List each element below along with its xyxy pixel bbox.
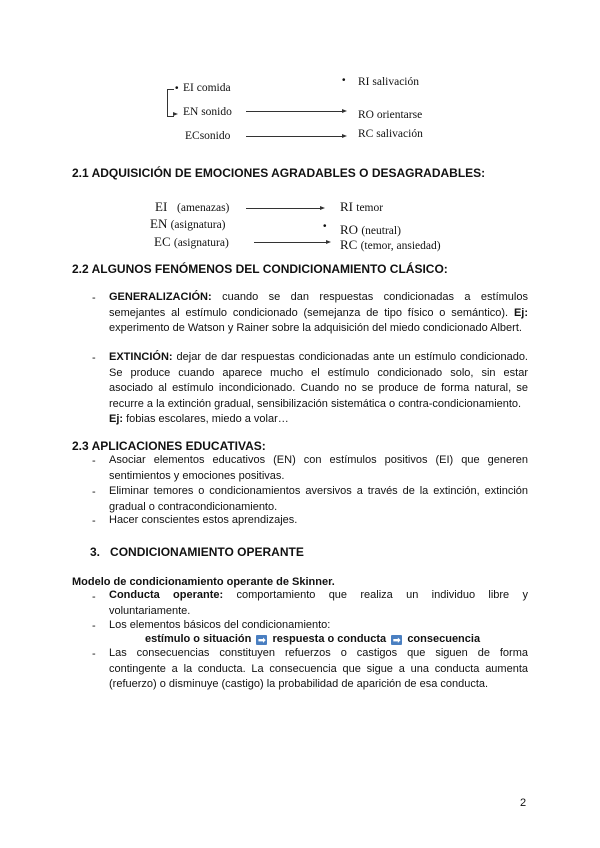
section-2-3-title: 2.3 APLICACIONES EDUCATIVAS: bbox=[72, 439, 266, 453]
extinction-paragraph: EXTINCIÓN: dejar de dar respuestas condicionadas ante un estímulo condicionado. Se produce cuando aparece mucho el estímulo condicionado solo, sin estar asociado al estímulo incondicionado. Cuando no se produce de forma natural, se recurre a la extinción gradual, sensibilización sistemática o contra-condicionamiento. Ej: fobias escolares, miedo a volar… bbox=[109, 351, 528, 425]
bracket-arrowhead bbox=[173, 112, 178, 116]
arrow-head bbox=[320, 206, 325, 210]
flow-stimulus: estímulo o situación bbox=[145, 633, 252, 645]
arrow-head bbox=[326, 240, 331, 244]
list-dash: - bbox=[92, 515, 96, 527]
list-dash: - bbox=[92, 292, 96, 304]
diagram2-ec: EC (asignatura) bbox=[154, 234, 229, 249]
arrow-head bbox=[342, 134, 347, 138]
flow-consequence: consecuencia bbox=[407, 633, 481, 645]
flow-response: respuesta o conducta bbox=[272, 633, 387, 645]
diagram-dot: • bbox=[175, 83, 179, 94]
list-dash: - bbox=[92, 591, 96, 603]
diagram2-rc: RC (temor, ansiedad) bbox=[340, 237, 441, 252]
list-dash: - bbox=[92, 648, 96, 660]
arrow-line bbox=[254, 242, 326, 243]
diagram1-rc: RC salivación bbox=[358, 128, 423, 140]
list-dash: - bbox=[92, 620, 96, 632]
list-dash: - bbox=[92, 486, 96, 498]
diagram-dot: • bbox=[323, 221, 327, 232]
applications-item-1: Asociar elementos educativos (EN) con estímulos positivos (EI) que generen sentimientos y emociones positivas. bbox=[109, 454, 528, 482]
section-2-1-title: 2.1 ADQUISICIÓN DE EMOCIONES AGRADABLES O DESAGRADABLES: bbox=[72, 166, 486, 180]
diagram1-ri: RI salivación bbox=[358, 76, 419, 88]
diagram2-ri: RI temor bbox=[340, 199, 384, 214]
arrow-head bbox=[342, 109, 347, 113]
arrow-line bbox=[246, 111, 342, 112]
arrow-line bbox=[246, 136, 342, 137]
section-3-title: 3. CONDICIONAMIENTO OPERANTE bbox=[90, 545, 304, 559]
diagram-dot: • bbox=[342, 75, 346, 86]
extinction-label: EXTINCIÓN: bbox=[109, 351, 173, 363]
applications-item-3: Hacer conscientes estos aprendizajes. bbox=[109, 514, 298, 526]
basic-elements-item: Los elementos básicos del condicionamiento: bbox=[109, 619, 331, 631]
list-dash: - bbox=[92, 455, 96, 467]
generalization-paragraph: GENERALIZACIÓN: cuando se dan respuestas condicionadas a estímulos semejantes al estímulo condicionado (semejanza de tipo físico o semántico). Ej: experimento de Watson y Rainer sobre la adquisición del miedo condicionado Albert. bbox=[109, 291, 528, 334]
diagram2-ei: EI (amenazas) bbox=[155, 199, 230, 214]
diagram2-ro: RO (neutral) bbox=[340, 222, 401, 237]
diagram1-en: EN sonido bbox=[183, 106, 232, 118]
diagram1-ec: ECsonido bbox=[185, 130, 231, 142]
right-arrow-icon: ➡ bbox=[392, 635, 401, 645]
diagram1-ro: RO orientarse bbox=[358, 109, 423, 121]
arrow-line bbox=[246, 208, 320, 209]
diagram2-en: EN (asignatura) bbox=[150, 216, 226, 231]
list-dash: - bbox=[92, 352, 96, 364]
section-2-2-title: 2.2 ALGUNOS FENÓMENOS DEL CONDICIONAMIENTO CLÁSICO: bbox=[72, 262, 448, 276]
consequences-item: Las consecuencias constituyen refuerzos o castigos que siguen de forma contingente a la conducta. La consecuencia que sigue a una conducta aumenta (refuerzo) o disminuye (castigo) la probabilidad de aparición de esa conducta. bbox=[109, 647, 528, 690]
page-number: 2 bbox=[520, 797, 527, 809]
diagram1-ei: EI comida bbox=[183, 82, 231, 94]
generalization-label: GENERALIZACIÓN: bbox=[109, 291, 212, 303]
operant-behavior-item: Conducta operante: comportamiento que realiza un individuo libre y voluntariamente. bbox=[109, 589, 528, 617]
applications-item-2: Eliminar temores o condicionamientos aversivos a través de la extinción, extinción gradual o contracondicionamiento. bbox=[109, 485, 528, 513]
skinner-model-title: Modelo de condicionamiento operante de Skinner. bbox=[72, 576, 335, 588]
right-arrow-icon: ➡ bbox=[258, 635, 266, 645]
